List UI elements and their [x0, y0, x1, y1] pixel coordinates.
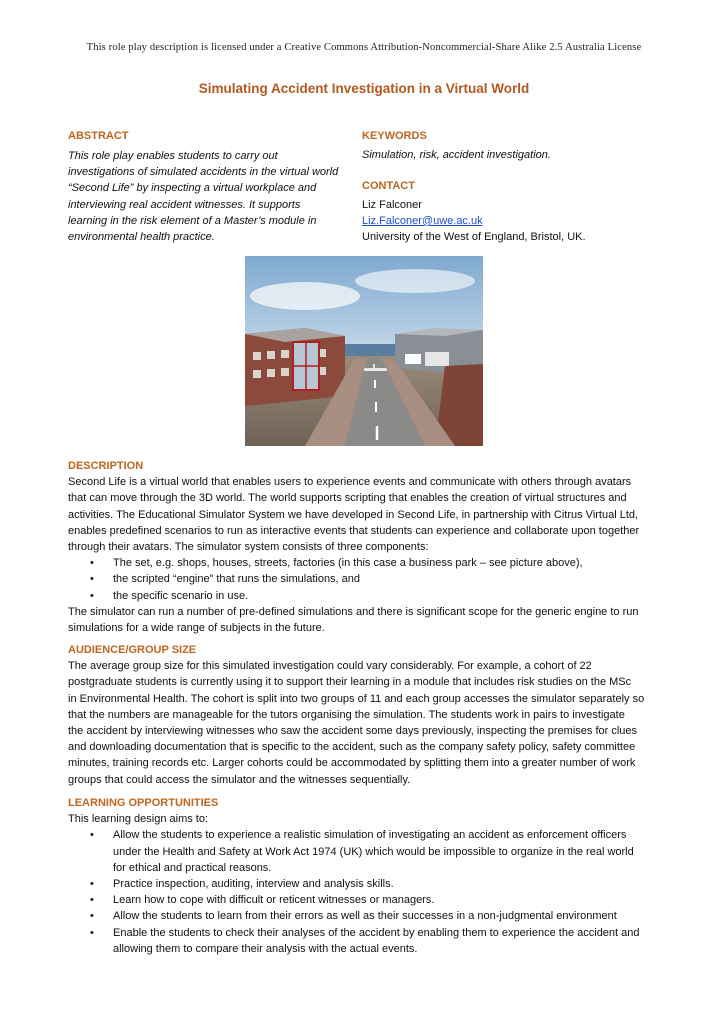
- audience-line: The average group size for this simulated investigation could vary considerably. For example, a cohort of 22: [68, 660, 592, 673]
- abstract-line: learning in the risk element of a Master’s module in: [68, 214, 317, 227]
- license-notice: This role play description is licensed under a Creative Commons Attribution-Noncommercial-Share Alike 2.5 Australia License: [86, 42, 642, 53]
- list-item-line: • Allow the students to learn from their errors as well as their successes in a non-judgmental environment: [113, 910, 617, 923]
- contact-email-link[interactable]: Liz.Falconer@uwe.ac.uk: [362, 215, 483, 227]
- learning-aims-list: [68, 827, 662, 957]
- list-item-line: under the Health and Safety at Work Act 1974 (UK) which would be impossible to organize in the real world: [113, 845, 634, 858]
- description-line: enables predefined scenarios to run as interactive events that students can experience and collaborate upon together: [68, 524, 640, 537]
- contact-block: [362, 197, 586, 245]
- audience-line: minutes, training records etc. Larger cohorts could be accommodated by splitting them into a greater number of work: [68, 757, 636, 770]
- description-closing: [68, 604, 662, 636]
- abstract-line: “Second Life” by inspecting a virtual workplace and: [68, 182, 317, 195]
- contact-heading: CONTACT: [362, 180, 415, 192]
- list-item: [68, 827, 662, 876]
- learning-heading: LEARNING OPPORTUNITIES: [68, 797, 219, 809]
- list-item-line: for ethical and practical reasons.: [113, 861, 272, 874]
- virtual-business-park-icon: [245, 256, 483, 446]
- contact-affiliation: University of the West of England, Bristol, UK.: [362, 231, 586, 243]
- description-heading: DESCRIPTION: [68, 460, 144, 472]
- list-item-line: • Practice inspection, auditing, interview and analysis skills.: [113, 878, 394, 891]
- audience-section: [68, 642, 662, 788]
- audience-heading: AUDIENCE/GROUP SIZE: [68, 644, 197, 656]
- abstract-line: investigations of simulated accidents in the virtual world: [68, 166, 339, 179]
- description-line: activities. The Educational Simulator System we have developed in Second Life, in partnership with Citrus Virtual Ltd,: [68, 508, 639, 521]
- list-item-line: • Enable the students to check their analyses of the accident by enabling them to experience the accident and: [113, 926, 640, 939]
- list-item: [68, 876, 662, 892]
- description-line: simulations for a wide range of subjects in the future.: [68, 622, 325, 635]
- description-line: through their avatars. The simulator system consists of three components:: [68, 541, 429, 554]
- audience-line: groups that could access the simulator and the witnesses sequentially.: [68, 773, 411, 786]
- list-item-line: • Allow the students to experience a realistic simulation of investigating an accident as enforcement officers: [113, 829, 627, 842]
- description-line: The simulator can run a number of pre-defined simulations and there is significant scope for the generic engine to run: [68, 605, 639, 618]
- list-item-line: allowing them to compare their analysis with the actual events.: [113, 942, 418, 955]
- list-item: [68, 892, 662, 908]
- learning-section: [68, 795, 662, 957]
- abstract-line: environmental health practice.: [68, 231, 215, 244]
- list-item: • The set, e.g. shops, houses, streets, factories (in this case a business park – see picture above),: [68, 555, 662, 571]
- list-item: [68, 908, 662, 924]
- audience-line: the accident by interviewing witnesses who saw the accident some days previously, inspecting the premises for clues: [68, 725, 638, 738]
- keywords-text: Simulation, risk, accident investigation.: [362, 149, 551, 161]
- list-item: [68, 925, 662, 957]
- document-title: Simulating Accident Investigation in a Virtual World: [198, 81, 530, 96]
- components-list: [68, 555, 662, 604]
- audience-line: postgraduate students is currently using it to support their learning in a module that includes risk studies on the MSc: [68, 676, 632, 689]
- abstract-text: [68, 148, 353, 245]
- keywords-heading: KEYWORDS: [362, 130, 427, 142]
- contact-name: Liz Falconer: [362, 199, 422, 211]
- list-item-line: • Learn how to cope with difficult or reticent witnesses or managers.: [113, 894, 435, 907]
- audience-paragraph: [68, 658, 662, 788]
- description-paragraph: [68, 474, 662, 555]
- audience-line: that the numbers are manageable for the tutors organising the simulation. The students work in pairs to investigate: [68, 708, 625, 721]
- abstract-heading: ABSTRACT: [68, 130, 129, 142]
- audience-line: in Environmental Health. The cohort is split into two groups of 11 and each group accesses the simulator separately so: [68, 692, 645, 705]
- audience-line: and downloading documentation that is specific to the accident, such as the company safety policy, safety committee: [68, 741, 636, 754]
- list-item: • the specific scenario in use.: [68, 588, 662, 604]
- virtual-world-screenshot: [245, 256, 483, 446]
- description-line: Second Life is a virtual world that enables users to experience events and communicate with others through avatars: [68, 476, 632, 489]
- description-line: that can move through the 3D world. The world supports scripting that enables the creation of virtual structures and: [68, 492, 627, 505]
- learning-intro: This learning design aims to:: [68, 813, 209, 826]
- list-item: • the scripted “engine” that runs the simulations, and: [68, 571, 662, 587]
- abstract-line: interviewing real accident witnesses. It supports: [68, 198, 301, 211]
- description-section: [68, 458, 662, 636]
- abstract-line: This role play enables students to carry out: [68, 150, 278, 162]
